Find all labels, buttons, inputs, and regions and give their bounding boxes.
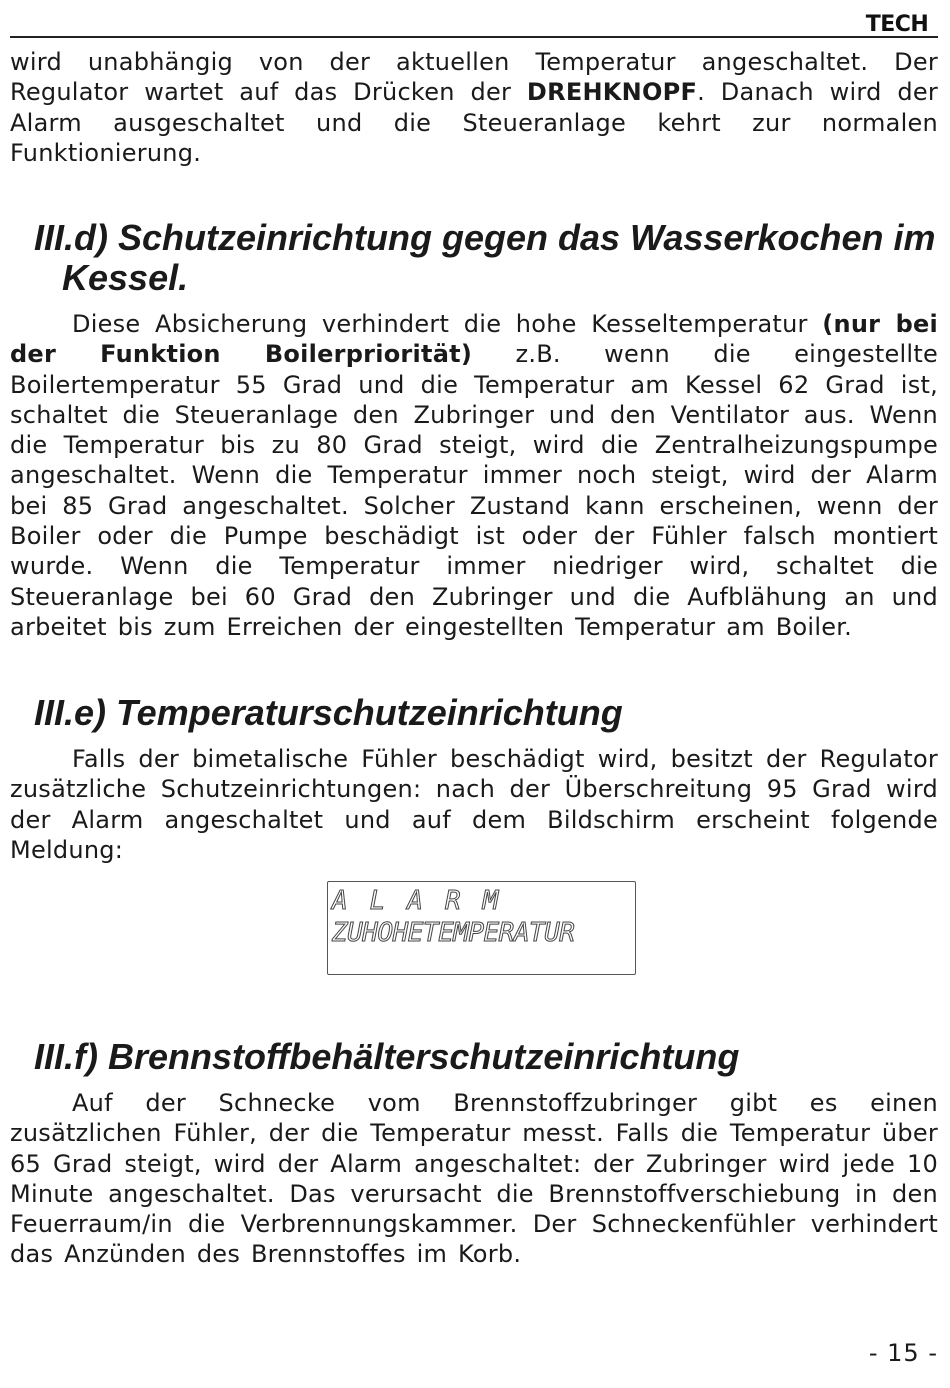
page-number: - 15 - [868,1339,938,1367]
lcd-line1: ALARM [332,886,521,916]
intro-text-post: . Danach wird der Alarm ausgeschaltet und die Steueranlage kehrt zur normalen Funktionierung. [10,78,938,167]
section-f-paragraph [10,1088,938,1270]
intro-text-pre: wird unabhängig von der aktuellen Temperatur angeschaltet. Der Regulator wartet auf das Drücken der [10,48,938,107]
section-d-text-post: z.B. wenn die eingestellte Boilertemperatur 55 Grad und die Temperatur am Kessel 62 Grad ist, schaltet die Steueranlage den Zubringer und den Ventilator aus. Wenn die Temperatur bis zu 80 Grad steigt, wird die Zentralheizungspumpe angeschaltet. Wenn die Temperatur immer noch steigt, wird der Alarm bei 85 Grad angeschaltet. Solcher Zustand kann erscheinen, wenn der Boiler oder die Pumpe beschädigt ist oder der Fühler falsch montiert wurde. Wenn die Temperatur immer niedriger wird, schaltet die Steueranlage bei 60 Grad den Zubringer und die Aufblähung an und arbeitet bis zum Erreichen der eingestellten Temperatur am Boiler. [10,340,939,641]
section-d-text-pre: Diese Absicherung verhindert die hohe Kesseltemperatur [72,310,823,338]
section-d-title-line2: Kessel. [62,257,189,298]
section-e-title: III.e) Temperaturschutzeinrichtung [34,692,623,733]
section-d-paragraph [10,309,938,642]
tech-logo [856,12,938,34]
header-rule [10,36,938,38]
section-e-text: Falls der bimetalische Fühler beschädigt wird, besitzt der Regulator zusätzliche Schutzeinrichtungen: nach der Überschreitung 95 Grad wird der Alarm angeschaltet und auf dem Bildschirm erscheint folgende Meldung: [10,745,938,864]
intro-text-bold: DREHKNOPF [526,78,698,107]
section-e-paragraph [10,744,938,865]
section-d-heading [34,218,936,298]
section-f-heading [34,1037,739,1077]
intro-paragraph [10,47,938,168]
section-f-title: III.f) Brennstoffbehälterschutzeinrichtung [34,1036,740,1077]
section-e-heading [34,693,623,733]
section-f-text: Auf der Schnecke vom Brennstoffzubringer gibt es einen zusätzlichen Fühler, der die Temperatur messt. Falls die Temperatur über 65 Grad steigt, wird der Alarm angeschaltet: der Zubringer wird jede 10 Minute angeschaltet. Das verursacht die Brennstoffverschiebung in den Feuerraum/in die Verbrennungskammer. Der Schneckenfühler verhindert das Anzünden des Brennstoffes im Korb. [10,1089,938,1269]
lcd-display [327,881,636,975]
section-d-title-line1: III.d) Schutzeinrichtung gegen das Wasserkochen im [34,217,936,258]
tech-logo-text: TECH [865,12,929,34]
section-d-text-bold: (nur bei der Funktion Boilerpriorität) [10,310,939,369]
lcd-line2: ZUHOHETEMPERATUR [332,918,575,948]
